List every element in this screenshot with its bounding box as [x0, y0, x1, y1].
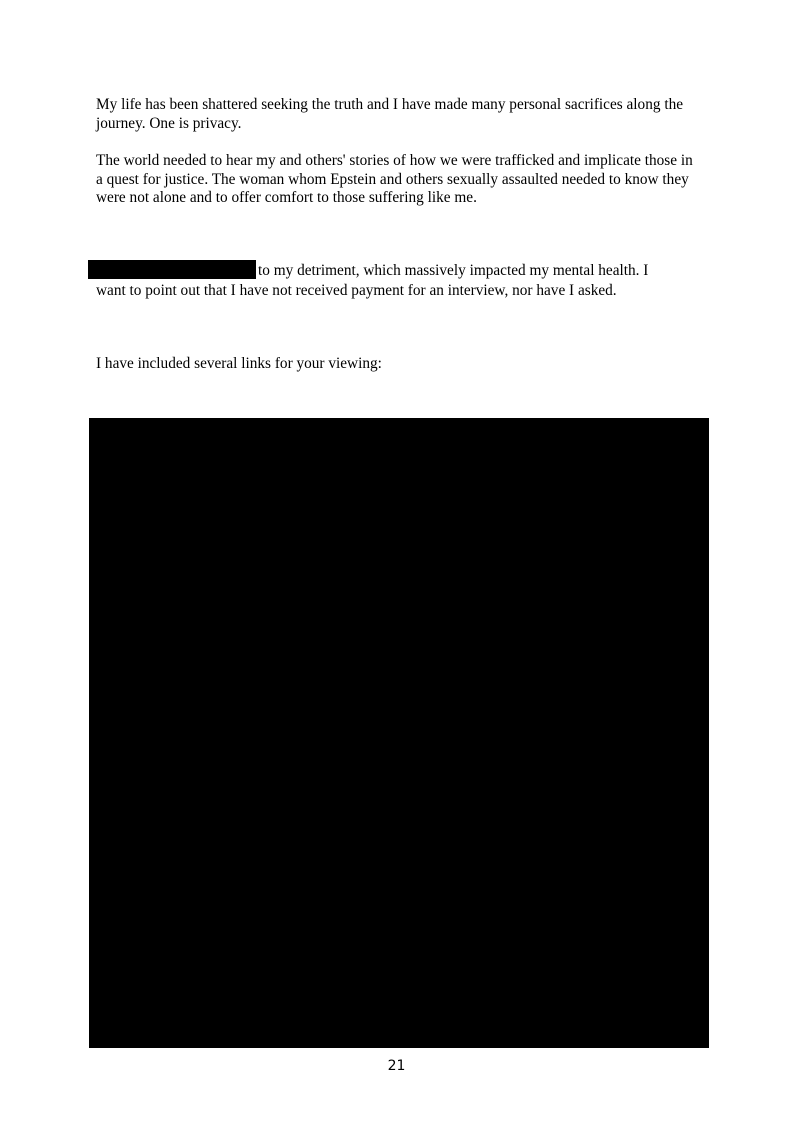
paragraph-links-intro: I have included several links for your viewing: — [96, 355, 382, 372]
paragraph-detriment-line-2: want to point out that I have not received payment for an interview, nor have I asked. — [96, 282, 617, 299]
paragraph-stories: The world needed to hear my and others' stories of how we were trafficked and implicate those in a quest for justice. The woman whom Epstein and others sexually assaulted needed to know they were not alone and to offer comfort to those suffering like me. — [96, 152, 693, 206]
paragraph-detriment-line-1: to my detriment, which massively impacted my mental health. I — [258, 262, 649, 279]
redaction-box-inline — [88, 260, 256, 279]
page-number: 21 — [387, 1058, 406, 1074]
redaction-box-links — [89, 418, 709, 1048]
paragraph-privacy: My life has been shattered seeking the truth and I have made many personal sacrifices along the journey. One is privacy. — [96, 96, 684, 132]
